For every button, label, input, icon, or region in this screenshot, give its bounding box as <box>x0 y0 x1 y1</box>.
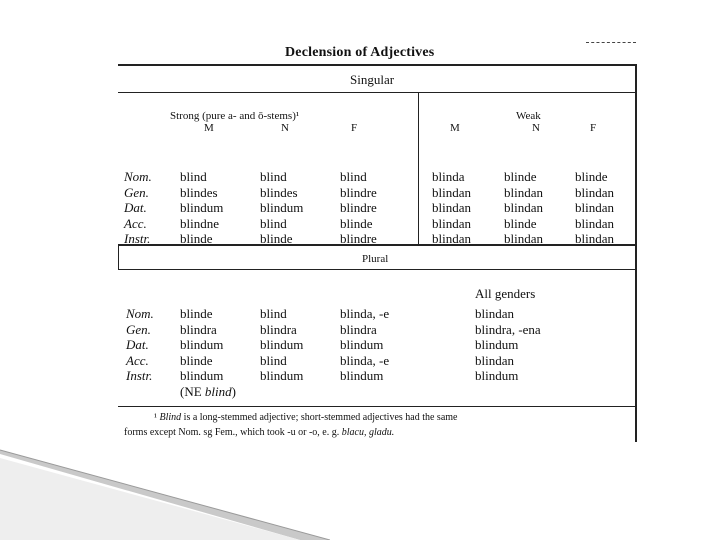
case-label: Acc. <box>124 216 147 231</box>
table-cell: blindes <box>260 185 298 200</box>
table-cell: blindum <box>475 368 519 383</box>
case-label: Gen. <box>126 322 151 337</box>
table-cell: blindre <box>340 231 377 246</box>
table-cell: blindra, -ena <box>475 322 541 337</box>
declension-table <box>118 64 637 442</box>
table-cell: blindan <box>432 231 471 246</box>
table-cell: blindum <box>260 368 304 383</box>
case-label: Nom. <box>124 169 152 184</box>
ne-note <box>180 384 236 399</box>
table-cell: blindan <box>575 185 614 200</box>
table-cell: blindum <box>180 200 224 215</box>
table-cell: blinda, -e <box>340 306 390 321</box>
strong-label: Strong (pure a- and ō-stems)¹ <box>170 110 300 122</box>
table-cell: blinde <box>260 231 293 246</box>
table-right-border <box>635 64 637 442</box>
table-cell: blindan <box>432 216 471 231</box>
decorative-arrow-shape <box>0 448 330 540</box>
case-label: Gen. <box>124 185 149 200</box>
table-cell: blindre <box>340 185 377 200</box>
table-cell: blindra <box>180 322 217 337</box>
page-title: Declension of Adjectives <box>285 45 435 60</box>
footnote-marker: ¹ <box>154 412 157 423</box>
header-weak-n: N <box>532 122 540 134</box>
table-cell: blindre <box>340 200 377 215</box>
case-label: Dat. <box>126 337 149 352</box>
footnote-line-1 <box>154 411 457 424</box>
table-cell: blinde <box>340 216 373 231</box>
table-cell: blind <box>180 169 207 184</box>
all-genders-label: All genders <box>475 286 536 301</box>
table-cell: blindum <box>340 368 384 383</box>
table-cell: blind <box>260 216 287 231</box>
header-strong-m: M <box>204 122 214 134</box>
case-label: Dat. <box>124 200 147 215</box>
plural-left-border <box>118 246 119 269</box>
table-cell: blindan <box>575 231 614 246</box>
table-cell: blindan <box>504 200 543 215</box>
table-cell: blind <box>260 306 287 321</box>
table-cell: blindan <box>575 216 614 231</box>
singular-label: Singular <box>350 72 395 87</box>
header-strong-f: F <box>351 122 358 134</box>
singular-header-rule <box>118 92 637 93</box>
footnote-examples: blacu, gladu. <box>341 427 395 438</box>
strong-weak-divider <box>418 92 419 244</box>
table-cell: blindan <box>504 185 543 200</box>
footnote-rest: is a long-stemmed adjective; short-stemmed adjectives had the same <box>181 412 458 423</box>
header-weak-f: F <box>590 122 597 134</box>
header-strong-n: N <box>281 122 289 134</box>
table-cell: blindes <box>180 185 218 200</box>
ne-note-prefix: (NE <box>180 384 205 399</box>
table-cell: blindan <box>575 200 614 215</box>
case-label: Acc. <box>126 353 149 368</box>
table-cell: blindum <box>180 337 224 352</box>
plural-label: Plural <box>362 253 389 265</box>
table-cell: blinde <box>575 169 608 184</box>
weak-label: Weak <box>516 110 541 122</box>
case-label: Nom. <box>126 306 154 321</box>
ne-note-suffix: ) <box>231 384 236 399</box>
table-cell: blind <box>260 169 287 184</box>
table-cell: blindum <box>260 200 304 215</box>
table-cell: blindan <box>475 306 514 321</box>
case-label: Instr. <box>126 368 153 383</box>
table-cell: blinde <box>504 169 537 184</box>
header-weak-m: M <box>450 122 460 134</box>
table-cell: blinda <box>432 169 465 184</box>
table-cell: blindum <box>180 368 224 383</box>
table-cell: blind <box>260 353 287 368</box>
table-cell: blindan <box>475 353 514 368</box>
table-cell: blindra <box>340 322 377 337</box>
table-cell: blinde <box>180 353 213 368</box>
plural-header-rule <box>118 269 637 270</box>
table-cell: blindan <box>432 200 471 215</box>
table-cell: blindan <box>432 185 471 200</box>
table-cell: blindum <box>260 337 304 352</box>
table-cell: blindum <box>475 337 519 352</box>
table-cell: blinda, -e <box>340 353 390 368</box>
table-cell: blindra <box>260 322 297 337</box>
table-cell: blinde <box>180 306 213 321</box>
scan-artifact <box>586 42 636 43</box>
case-label: Instr. <box>124 231 151 246</box>
table-cell: blind <box>340 169 367 184</box>
table-cell: blinde <box>180 231 213 246</box>
table-cell: blindum <box>340 337 384 352</box>
table-cell: blindne <box>180 216 219 231</box>
table-cell: blindan <box>504 231 543 246</box>
table-cell: blinde <box>504 216 537 231</box>
footnote-text: forms except Nom. sg Fem., which took -u or -o, e. g. <box>124 427 342 438</box>
footnote-line-2 <box>124 426 394 439</box>
footnote-rule <box>118 406 637 407</box>
table-top-border <box>118 64 637 66</box>
ne-note-word: blind <box>204 384 232 399</box>
footnote-word: Blind <box>159 412 182 423</box>
